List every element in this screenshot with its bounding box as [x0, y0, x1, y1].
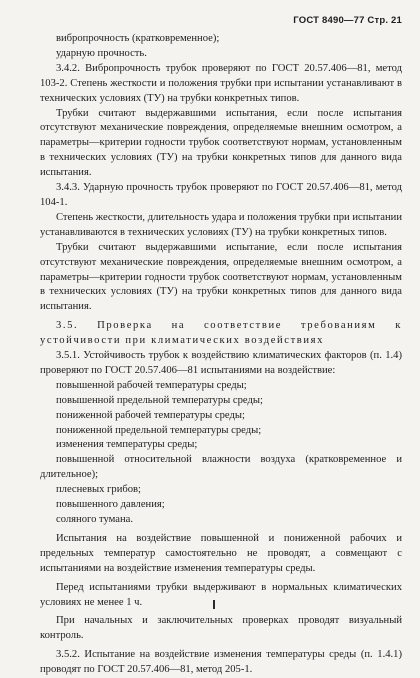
running-head: ГОСТ 8490—77 Стр. 21 — [293, 15, 402, 26]
paragraph: Степень жесткости, длительность удара и положения трубки при испытании устанавливаются в технических условиях (ТУ) на трубки конкретных типов. — [40, 211, 402, 238]
list-item: плесневых грибов; — [56, 484, 142, 496]
list-item: повышенной рабочей температуры среды; — [56, 379, 247, 391]
paragraph: Перед испытаниями трубки выдерживают в нормальных климатических условиях не менее 1 ч. — [40, 581, 402, 608]
list-item: соляного тумана. — [56, 514, 134, 525]
list-item: пониженной рабочей температуры среды; — [56, 409, 245, 421]
list-item: вибропрочность (кратковременное); — [56, 33, 220, 44]
list-item: повышенной относительной влажности воздуха (кратковременное и длительное); — [40, 454, 402, 481]
paragraph: Испытания на воздействие повышенной и пониженной рабочих и предельных температур самостоятельно не проводят, а совмещают с испытаниями на воздействие изменения температуры среды. — [40, 532, 402, 574]
clause-3-5-1: 3.5.1. Устойчивость трубок к воздействию климатических факторов (п. 1.4) проверяют по ГОСТ 20.57.406—81 испытаниями на воздействие: — [40, 350, 402, 376]
list-item: повышенного давления; — [56, 499, 165, 511]
list-item: повышенной предельной температуры среды; — [56, 394, 263, 406]
paragraph: При начальных и заключительных проверках проводят визуальный контроль. — [40, 615, 402, 642]
document-body — [40, 32, 402, 678]
section-heading-3-5: 3.5. Проверка на соответствие требованиям к устойчивости при климатических воздействиях — [40, 320, 402, 347]
clause-3-5-2: 3.5.2. Испытание на воздействие изменения температуры среды (п. 1.4.1) проводят по ГОСТ 20.57.406—81, метод 205-1. — [40, 649, 402, 676]
scan-mark — [213, 600, 215, 609]
clause-3-4-3: 3.4.3. Ударную прочность трубок проверяют по ГОСТ 20.57.406—81, метод 104-1. — [40, 182, 402, 208]
list-item: пониженной предельной температуры среды; — [56, 424, 262, 436]
paragraph: Трубки считают выдержавшими испытания, если после испытания отсутствуют механические повреждения, определяемые внешним осмотром, а параметры—критерии годности трубок соответствуют нормам, установленным в технических условиях (ТУ) на трубки конкретных типов для данного вида испытания. — [40, 107, 402, 179]
list-item: ударную прочность. — [56, 47, 147, 59]
list-item: изменения температуры среды; — [56, 439, 198, 451]
paragraph: Трубки считают выдержавшими испытание, если после испытания отсутствуют механические повреждения, определяемые внешним осмотром, а параметры—критерии годности трубок соответствуют нормам, установленным в технических условиях (ТУ) на трубки конкретных типов для данного вида испытания. — [40, 241, 402, 313]
clause-3-4-2: 3.4.2. Вибропрочность трубок проверяют по ГОСТ 20.57.406—81, метод 103-2. Степень жесткости и положения трубки при испытании устанавливают в технических условиях (ТУ) на трубки конкретных типов. — [40, 62, 402, 104]
